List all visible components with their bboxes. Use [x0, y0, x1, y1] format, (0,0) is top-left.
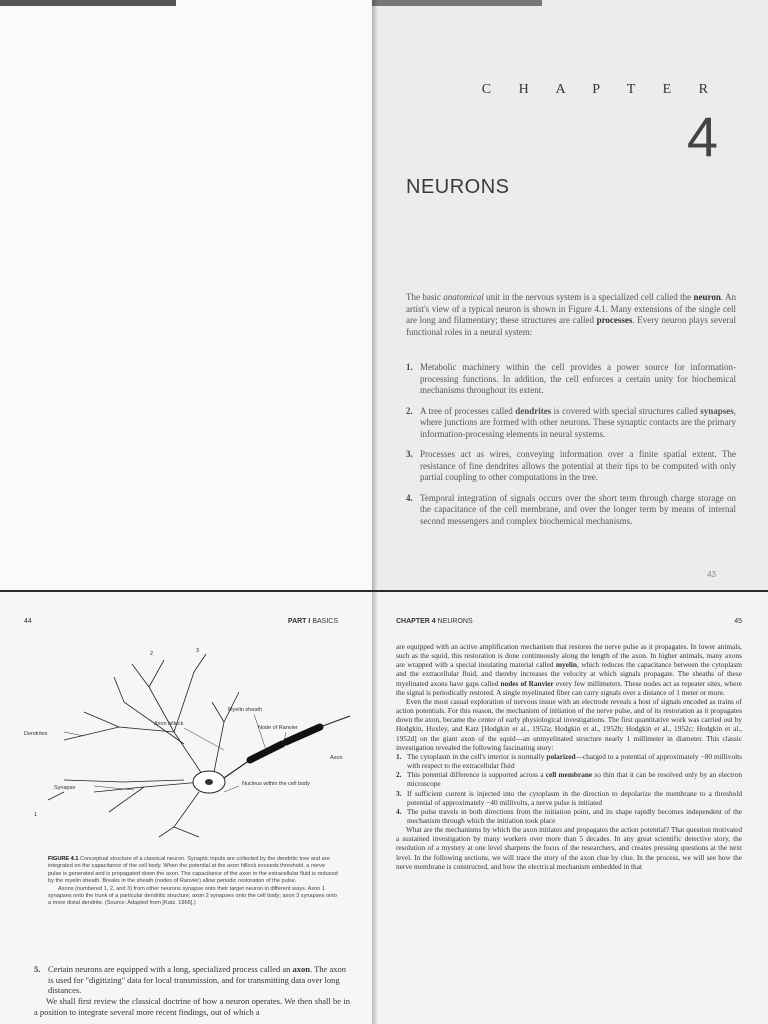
axon-1-label: 1 [34, 812, 38, 818]
running-head: PART I BASICS [287, 618, 338, 625]
page-number: 44 [24, 618, 32, 625]
scan-edge [372, 0, 542, 6]
figure-caption: FIGURE 4.1 Conceptual structure of a classical neuron. Synaptic inputs are collected by the dendritic tree and are integrated on the capacitance of the cell body. When the potential at the axon hillock exceeds threshold, a nerve pulse is generated and is propagated down the axon. The capacitance of the axon to the extracellular fluid is reduced by the myelin sheath. Breaks in the sheath (nodes of Ranvier) allow periodic restoration of the pulse. Axons (numbered 1, 2, and 3) from other neurons synapse onto their target neuron in different ways. Axon 1 synapses onto the trunk of a particular dendritic structure; axon 2 synapses onto the cell body; axon 3 synapses onto a more distal dendrite. (Source: Adapted from [Katz, 1966].) [48, 856, 338, 907]
list-item: 5. Certain neurons are equipped with a long, specialized process called an axon. The axon is used for "digitizing" data for local transmission, and for transmitting data over long distances. [34, 964, 346, 995]
chapter-label: C H A P T E R [481, 82, 720, 97]
page-44 [0, 592, 372, 1024]
list-item: 1. The cytoplasm in the cell's interior is normally polarized—charged to a potential of approximately −80 millivolts with respect to the extracellular fluid [396, 751, 742, 771]
scan-edge [0, 0, 176, 6]
roles-list [406, 362, 736, 536]
chapter-opening-page [372, 0, 768, 590]
gutter-shadow [372, 592, 378, 1024]
list-item: 4. Temporal integration of signals occurs over the short term through charge storage on the capacitance of the cell membrane, and over the longer term by means of internal second messengers and complex biochemical mechanisms. [406, 492, 736, 526]
node-of-ranvier-label: Node of Ranvier [258, 725, 298, 731]
gutter-shadow [372, 0, 378, 590]
myelin-sheath-label: Myelin sheath [228, 707, 262, 713]
intro-paragraph: The basic anatomical unit in the nervous system is a specialized cell called the neuron. An artist's view of a typical neuron is shown in Figure 4.1. Many extensions of the single cell are long and filamentary; these structures are called processes. Every neuron plays several functional roles in a neural system: [406, 292, 736, 337]
body-paragraph: We shall first review the classical doctrine of how a neuron operates. We then shall be in a position to integrate several more recent findings, out of which a [34, 996, 350, 1017]
axon-hillock [224, 760, 250, 778]
list-item: 2. A tree of processes called dendrites is covered with special structures called synapses, where junctions are formed with other neurons. These synaptic contacts are the primary information-processing elements in neural systems. [406, 405, 736, 439]
body-paragraph: are equipped with an active amplification mechanism that restores the nerve pulse as it propagates. In lower animals, such as the squid, this restoration is done continuously along the length of the axon. In higher animals, many axons are wrapped with a special insulating material called myelin, which reduces the capacitance between the cytoplasm and the extracellular fluid, and thereby increases the velocity at which signals propagate. The sheaths of these myelinated axons have gaps called nodes of Ranvier every few millimeters. These nodes act as repeater sites, where the signal is periodically restored. A single myelinated fiber can carry signals over a distance of 1 meter or more. [396, 642, 742, 697]
chapter-title: NEURONS [406, 176, 510, 198]
neuron-figure [24, 632, 354, 842]
axon-2-label: 2 [150, 651, 154, 657]
nucleus-label: Nucleus within the cell body [242, 781, 310, 787]
nucleus [205, 779, 213, 785]
list-item: 3. Processes act as wires, conveying information over a finite spatial extent. The resistance of fine dendrites allows the potential at their tips to be computed with only partial coupling to other computations in the tree. [406, 449, 736, 482]
chapter-number: 4 [686, 105, 718, 168]
list-item: 1. Metabolic machinery within the cell provides a power source for information-processing functions. In addition, the cell enforces a certain unity for biochemical mechanisms throughout its extent. [406, 362, 736, 395]
page-45 [372, 592, 768, 1024]
list-item: 3. If sufficient current is injected into the cytoplasm in the direction to depolarize the membrane to a threshold potential of approximately −40 millivolts, a nerve pulse is initiated [396, 788, 742, 807]
running-head: CHAPTER 4 NEURONS [396, 618, 473, 625]
myelinated-axon [250, 716, 350, 760]
axon-label: Axon [330, 755, 343, 761]
body-text [396, 642, 742, 871]
axon-hillock-label: Axon hillock [154, 721, 184, 727]
dendrite-tree [48, 654, 239, 837]
dendrites-label: Dendrites [24, 731, 48, 737]
axon-3-label: 3 [196, 648, 200, 654]
body-paragraph: Even the most casual exploration of nervous tissue with an electrode reveals a host of signals encoded as trains of action potentials. For this reason, the mechanism of initiation of the nerve pulse, and of its restoration as it propagates down the axon, became the center of early physiological investigations. The first quantitative work was carried out by Hodgkin, Huxley, and Katz [Hodgkin et al., 1952a; Hodgkin et al., 1952b; Hodgkin et al., 1952c; Hodgkin et al., 1952d] on the giant axon of the squid—an unmyelinated structure nearly 1 millimeter in diameter. This classic investigation revealed the following fascinating story: [396, 696, 742, 752]
body-paragraph: What are the mechanisms by which the axon initiates and propagates the action potential? That question motivated a sustained investigation by many workers over more than 5 decades. In any great scientific detective story, the resolution of a mystery at one level sharpens the focus of the researchers, and creates pressing questions at the next level. In the following sections, we will trace the story of the axon clue by clue. In the process, we will see how the nerve membrane is constructed, and how the electrical mechanism embedded in that [396, 825, 742, 871]
page-number: 43 [707, 570, 716, 579]
list-item: 4. The pulse travels in both directions from the initiation point, and its shape rapidly becomes independent of the mechanism through which the initiation took place [396, 806, 742, 825]
blank-page [0, 0, 372, 590]
page-number: 45 [734, 618, 742, 625]
synapse-label: Synapse [54, 785, 76, 791]
list-item: 2. This potential difference is supported across a cell membrane so thin that it can be resolved only by an electron microscope [396, 770, 742, 789]
